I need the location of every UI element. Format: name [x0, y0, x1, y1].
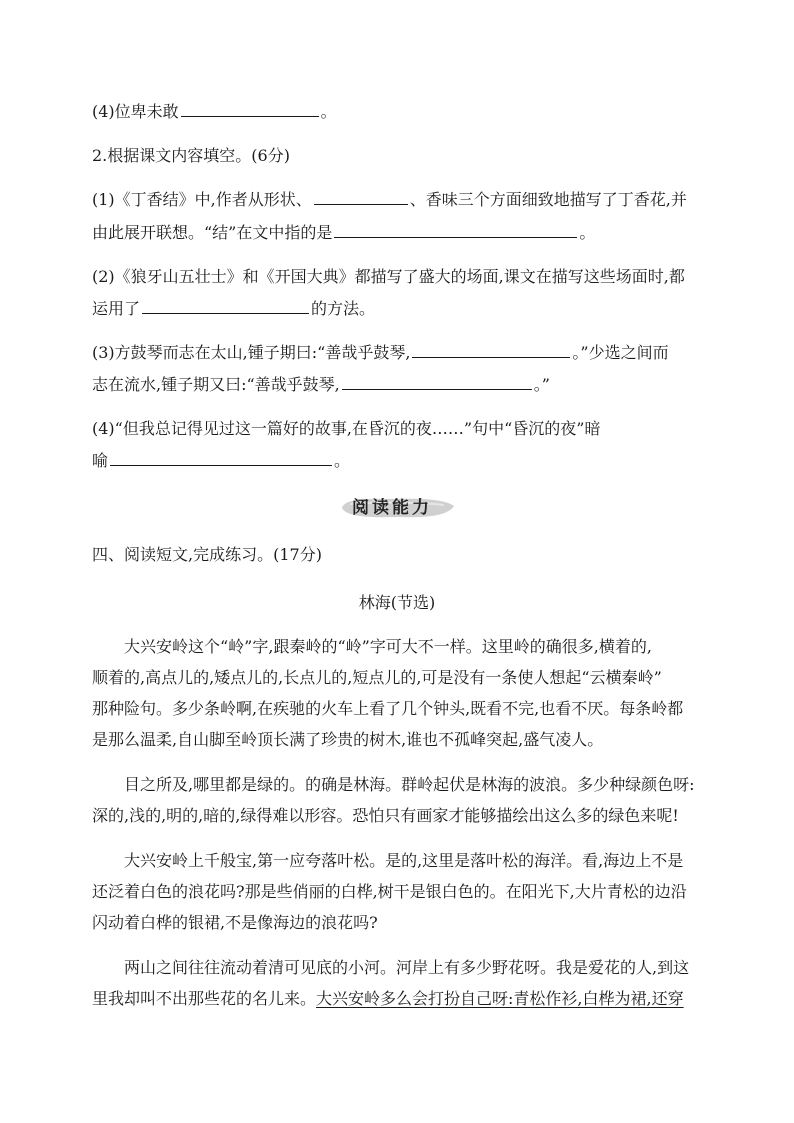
question-2-2-line-2	[92, 298, 702, 320]
answer-blank[interactable]	[314, 190, 408, 205]
answer-blank[interactable]	[342, 375, 532, 390]
answer-blank[interactable]	[110, 451, 332, 466]
passage-line	[92, 988, 702, 1010]
question-2-1-line-2	[92, 222, 702, 244]
passage-text: 里我却叫不出那些花的名儿来。	[92, 989, 317, 1008]
passage-line: 是那么温柔,自山脚至岭顶长满了珍贵的树木,谁也不孤峰突起,盛气凌人。	[92, 730, 604, 749]
passage-line: 大兴安岭这个“岭”字,跟秦岭的“岭”字可大不一样。这里岭的确很多,横着的,	[124, 637, 652, 656]
q2-3-text-c: 志在流水,锺子期又曰:“善哉乎鼓琴,	[92, 375, 340, 394]
passage-line: 那种险句。多少条岭啊,在疾驰的火车上看了几个钟头,既看不完,也看不厌。每条岭都	[92, 699, 684, 718]
passage-line: 目之所及,哪里都是绿的。的确是林海。群岭起伏是林海的波浪。多少种绿颜色呀:	[124, 775, 695, 794]
answer-blank[interactable]	[334, 223, 577, 238]
q2-1-text-c: 由此展开联想。“结”在文中指的是	[92, 223, 333, 242]
passage-line: 顺着的,高点儿的,矮点儿的,长点儿的,短点儿的,可是没有一条使人想起“云横秦岭”	[92, 668, 662, 687]
q2-2-text-b: 的方法。	[311, 299, 376, 318]
section-banner-title: 阅读能力	[352, 498, 432, 518]
q2-4-text-a: 喻	[92, 451, 109, 470]
q2-4-text-b: 。	[334, 451, 351, 470]
underlined-sentence: 大兴安岭多么会打扮自己呀:青松作衫,白桦为裙,还穿	[316, 989, 684, 1008]
q1-4-end: 。	[320, 102, 337, 121]
q2-3-text-d: 。”	[533, 375, 550, 394]
passage-line: 闪动着白桦的银裙,不是像海边的浪花吗?	[92, 913, 378, 932]
passage-line: 大兴安岭上千般宝,第一应夸落叶松。是的,这里是落叶松的海洋。看,海边上不是	[124, 851, 684, 870]
question-2-3-line-2	[92, 374, 702, 396]
question-2-title: 2.根据课文内容填空。(6分)	[92, 146, 290, 165]
answer-blank[interactable]	[142, 299, 309, 314]
q2-2-text-a: 运用了	[92, 299, 141, 318]
question-2-4-line-2	[92, 450, 702, 472]
question-2-1-line-1	[92, 189, 702, 211]
q2-3-text-b: 。”少选之间而	[572, 343, 669, 362]
answer-blank[interactable]	[181, 102, 319, 117]
q2-1-text-d: 。	[579, 223, 596, 242]
question-4-title: 四、阅读短文,完成练习。(17分)	[92, 545, 322, 564]
passage-title: 林海(节选)	[358, 593, 436, 612]
q2-1-text-b: 、香味三个方面细致地描写了丁香花,并	[409, 190, 687, 209]
section-banner	[336, 494, 456, 522]
question-2-3-line-1	[92, 342, 702, 364]
passage-line: 两山之间往往流动着清可见底的小河。河岸上有多少野花呀。我是爱花的人,到这	[124, 958, 690, 977]
q2-1-text-a: (1)《丁香结》中,作者从形状、	[92, 190, 312, 209]
q2-3-text-a: (3)方鼓琴而志在太山,锺子期曰:“善哉乎鼓琴,	[92, 343, 411, 362]
question-2-2-line-1: (2)《狼牙山五壮士》和《开国大典》都描写了盛大的场面,课文在描写这些场面时,都	[92, 267, 685, 286]
question-1-4	[92, 101, 702, 123]
passage-line: 还泛着白色的浪花吗?那是些俏丽的白桦,树干是银白色的。在阳光下,大片青松的边沿	[92, 882, 687, 901]
question-2-4-line-1: (4)“但我总记得见过这一篇好的故事,在昏沉的夜……”句中“昏沉的夜”暗	[92, 419, 601, 438]
q1-4-text: (4)位卑未敢	[92, 102, 179, 121]
passage-line: 深的,浅的,明的,暗的,绿得难以形容。恐怕只有画家才能够描绘出这么多的绿色来呢!	[92, 806, 679, 825]
answer-blank[interactable]	[412, 343, 570, 358]
